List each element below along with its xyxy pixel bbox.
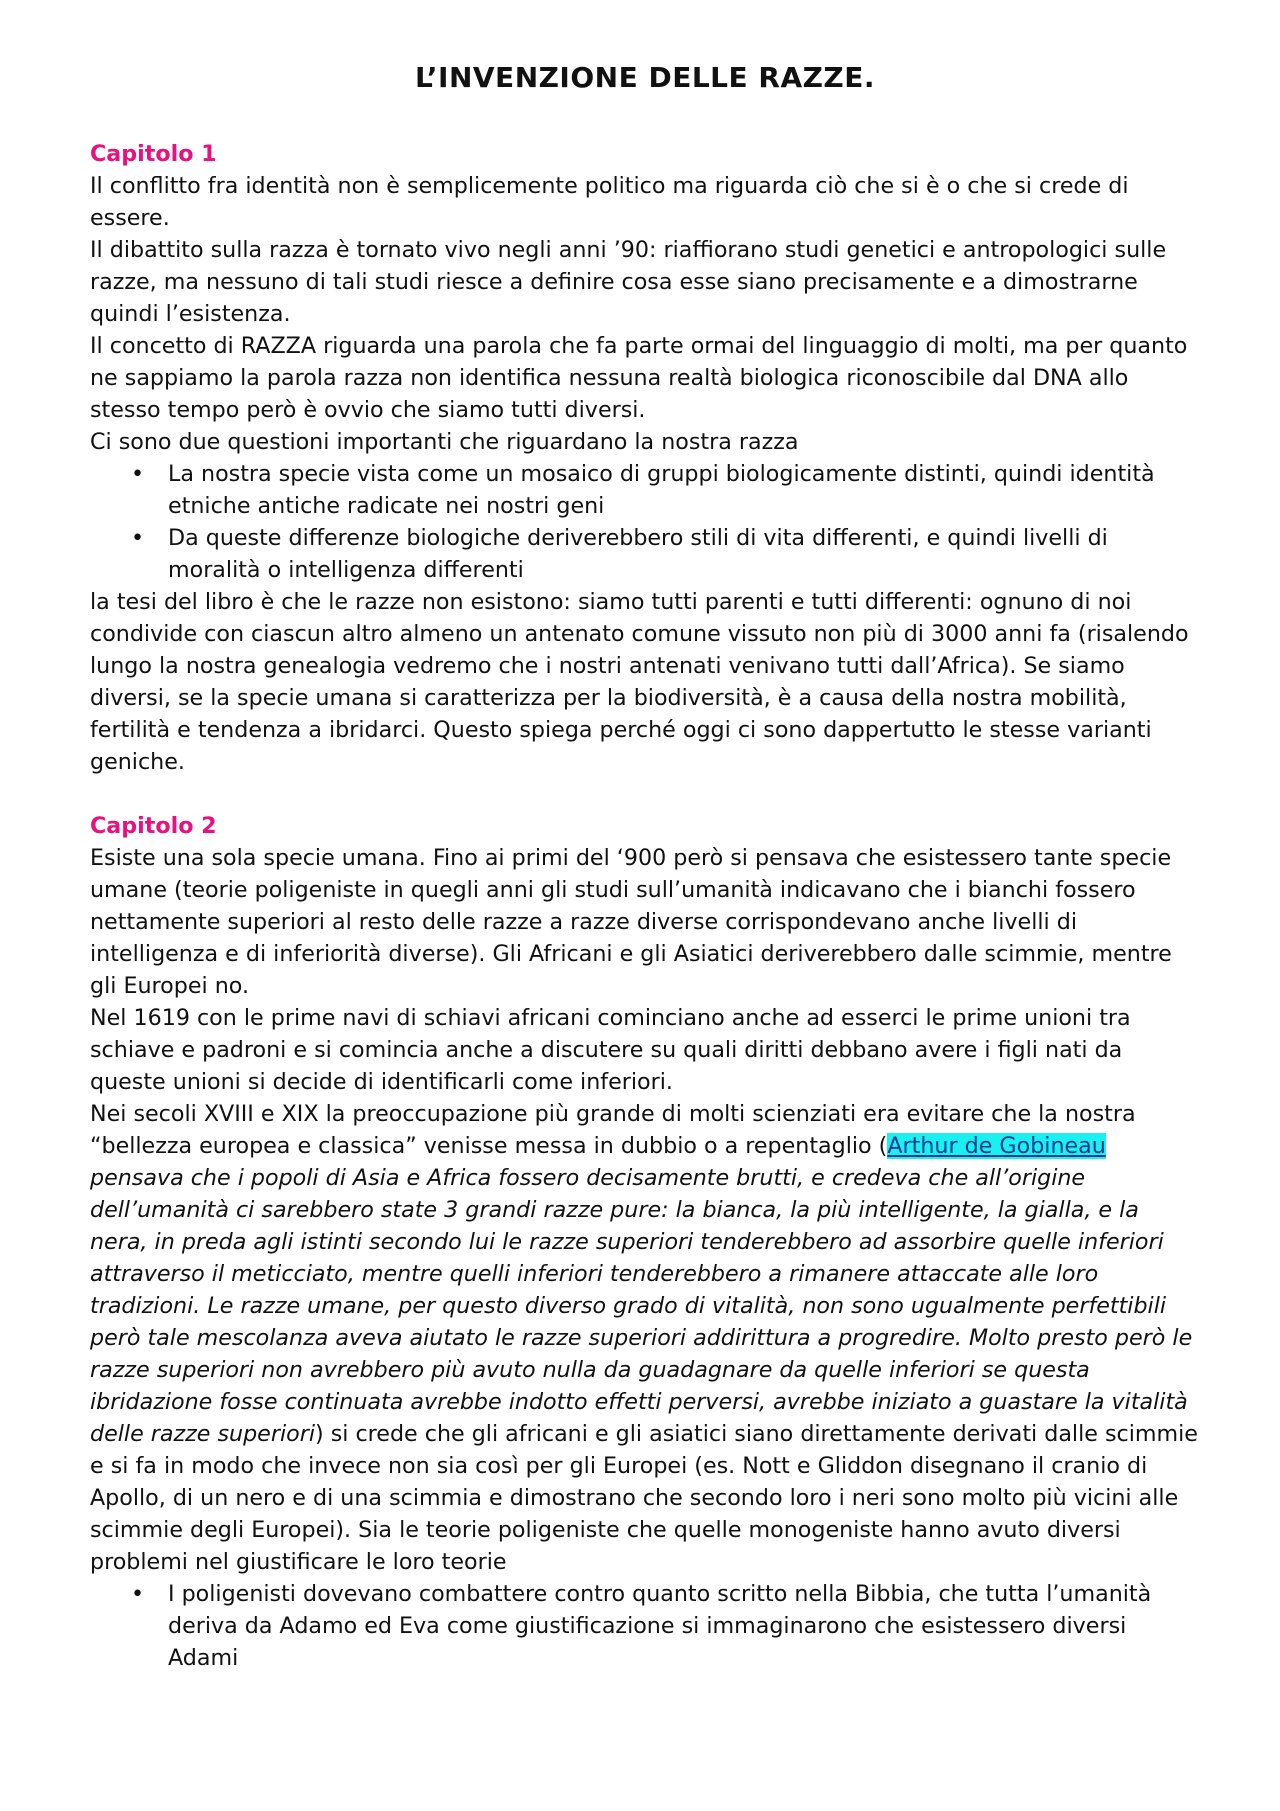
paragraph: Esiste una sola specie umana. Fino ai primi del ‘900 però si pensava che esistessero tante specie umane (teorie poligeniste in quegli anni gli studi sull’umanità indicavano che i bianchi fossero nettamente superiori al resto delle razze a razze diverse corrispondevano anche livelli di intelligenza e di inferiorità diverse). Gli Africani e gli Asiatici deriverebbero dalle scimmie, mentre gli Europei no.	[90, 845, 1172, 999]
bullet-list	[90, 1578, 1200, 1674]
paragraph: Il conflitto fra identità non è semplicemente politico ma riguarda ciò che si è o che si crede di essere.	[90, 173, 1129, 231]
paragraph-text: ) si crede che gli africani e gli asiatici siano direttamente derivati dalle scimmie e si fa in modo che invece non sia così per gli Europei (es. Nott e Gliddon disegnano il cranio di Apollo, di un nero e di una scimmia e dimostrano che secondo loro i neri sono molto più vicini alle scimmie degli Europei). Sia le teorie poligeniste che quelle monogeniste hanno avuto diversi problemi nel giustificare le loro teorie	[90, 1421, 1198, 1575]
paragraph	[90, 1098, 1200, 1578]
chapter-heading: Capitolo 2	[90, 813, 217, 839]
paragraph: la tesi del libro è che le razze non esistono: siamo tutti parenti e tutti differenti: ognuno di noi condivide con ciascun altro almeno un antenato comune vissuto non più di 3000 anni fa (risalendo lungo la nostra genealogia vedremo che i nostri antenati venivano tutti dall’Africa). Se siamo diversi, se la specie umana si caratterizza per la biodiversità, è a causa della nostra mobilità, fertilità e tendenza a ibridarci. Questo spiega perché oggi ci sono dappertutto le stesse varianti geniche.	[90, 589, 1189, 775]
chapter-1	[90, 138, 1200, 778]
italic-passage: pensava che i popoli di Asia e Africa fossero decisamente brutti, e credeva che all’origine dell’umanità ci sarebbero state 3 grandi razze pure: la bianca, la più intelligente, la gialla, e la nera, in preda agli istinti secondo lui le razze superiori tenderebbero ad assorbire quelle inferiori attraverso il meticciato, mentre quelli inferiori tenderebbero a rimanere attaccate alle loro tradizioni. Le razze umane, per questo diverso grado di vitalità, non sono ugualmente perfettibili però tale mescolanza aveva aiutato le razze superiori addirittura a progredire. Molto presto però le razze superiori non avrebbero più avuto nulla da guadagnare da quelle inferiori se questa ibridazione fosse continuata avrebbe indotto effetti perversi, avrebbe iniziato a guastare la vitalità delle razze superiori	[90, 1165, 1193, 1447]
chapter-heading: Capitolo 1	[90, 141, 217, 167]
paragraph: Ci sono due questioni importanti che riguardano la nostra razza	[90, 429, 799, 455]
bullet-item: • I poligenisti dovevano combattere contro quanto scritto nella Bibbia, che tutta l’umanità deriva da Adamo ed Eva come giustificazione si immaginarono che esistessero diversi Adami	[168, 1578, 1200, 1674]
document-title: L’INVENZIONE DELLE RAZZE.	[415, 61, 875, 94]
gobineau-link[interactable]: Arthur de Gobineau	[887, 1133, 1106, 1159]
chapter-2	[90, 810, 1200, 1674]
paragraph: Il concetto di RAZZA riguarda una parola che fa parte ormai del linguaggio di molti, ma per quanto ne sappiamo la parola razza non identifica nessuna realtà biologica riconoscibile dal DNA allo stesso tempo però è ovvio che siamo tutti diversi.	[90, 333, 1188, 423]
bullet-list	[90, 458, 1200, 586]
paragraph-text: Nei secoli XVIII e XIX la preoccupazione più grande di molti scienziati era evitare che la nostra “bellezza europea e classica” venisse messa in dubbio o a repentaglio (	[90, 1101, 1136, 1159]
paragraph: Il dibattito sulla razza è tornato vivo negli anni ’90: riaffiorano studi genetici e antropologici sulle razze, ma nessuno di tali studi riesce a definire cosa esse siano precisamente e a dimostrarne quindi l’esistenza.	[90, 237, 1167, 327]
bullet-item: • Da queste differenze biologiche deriverebbero stili di vita differenti, e quindi livelli di moralità o intelligenza differenti	[168, 522, 1200, 586]
document-page	[90, 58, 1200, 1674]
paragraph: Nel 1619 con le prime navi di schiavi africani cominciano anche ad esserci le prime unioni tra schiave e padroni e si comincia anche a discutere su quali diritti debbano avere i figli nati da queste unioni si decide di identificarli come inferiori.	[90, 1005, 1131, 1095]
bullet-item: • La nostra specie vista come un mosaico di gruppi biologicamente distinti, quindi identità etniche antiche radicate nei nostri geni	[168, 458, 1200, 522]
section-spacer	[90, 778, 1200, 810]
